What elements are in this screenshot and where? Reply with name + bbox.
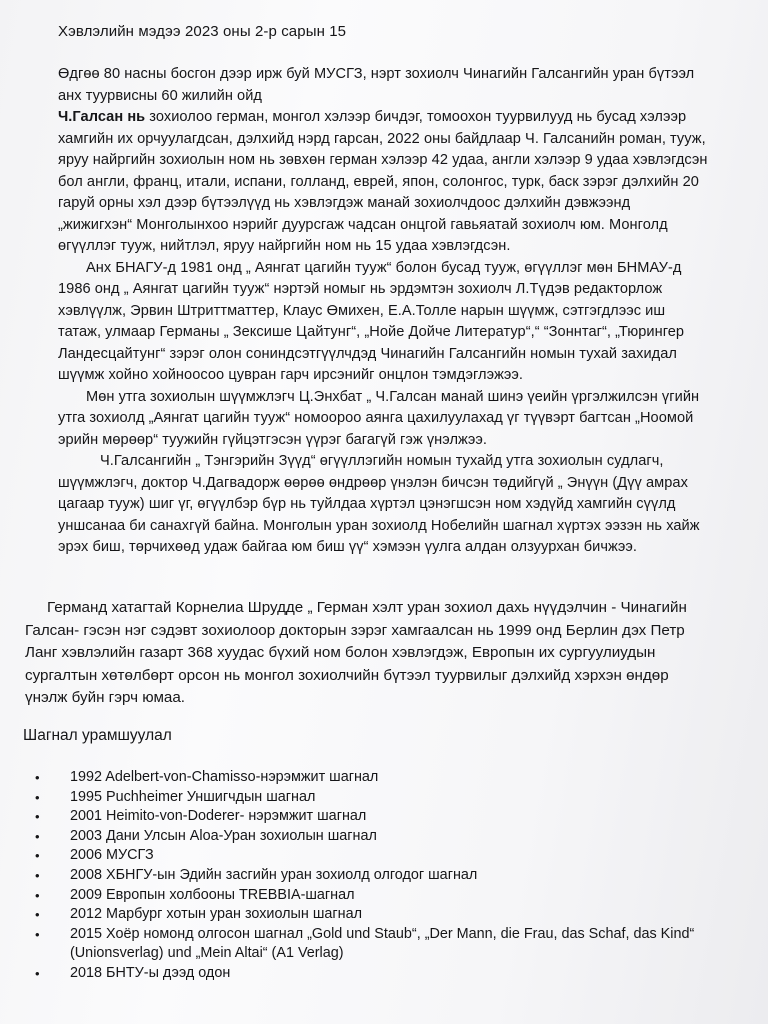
paragraph-body: зохиолоо герман, монгол хэлээр бичдэг, томоохон туурвилууд нь бусад хэлээр хамгийн их орчуулагдсан, дэлхийд нэрд гарсан, 2022 оны байдлаар Ч. Галсанийн роман, тууж, яруу найргийн зохиолын ном нь зөвхөн герман хэлээр 42 удаа, англи хэлээр 9 удаа хэвлэгдсэн бол англи, франц, итали, испани, голланд, еврей, япон, солонгос, турк, баск зэрэг дэлхийн 20 гаруй орны хэл дээр бүтээлүүд нь хэвлэгдэж манай зохиолчдоос дэлхийн дэвжээнд „жижигхэн“ Монголынхоо нэрийг дуурсгаж чадсан онцгой гавьяатай зохиолч юм. Монголд өгүүллэг тууж, нийтлэл, яруу найргийн ном нь 15 удаа хэвлэгдсэн. xyxy=(58,109,708,254)
award-item xyxy=(32,866,722,886)
award-text: 2009 Европын холбооны TREBBIA-шагнал xyxy=(70,886,355,903)
paragraph-galsan xyxy=(58,107,708,258)
award-item xyxy=(32,788,722,808)
award-item xyxy=(32,925,722,964)
paragraph-first-editions: Анх БНАГУ-д 1981 онд „ Аянгат цагийн тууж“ болон бусад тууж, өгүүллэг мөн БНМАУ-д 1986 онд „ Аянгат цагийн тууж“ нэртэй номыг нь эрдэмтэн зохиолч Л.Түдэв редакторлож хэвлүүлж, Эрвин Штриттматтер, Клаус Өмихен, Е.А.Толле нарын шүүмж, сэтгэгдлээс иш татаж, улмаар Германы „ Зексише Цайтунг“, „Нойе Дойче Литератур“,“ “Зоннтаг“, „Тюрингер Ландесцайтунг“ зэрэг олон сониндсэтгүүлчдэд Чинагийн Галсангийн номын тухай захидал шүүмж хойно хойноосоо цувран гарч ирсэнийг онцлон тэмдэглэжээ. xyxy=(58,259,685,383)
main-text xyxy=(58,64,708,559)
bullet-icon: • xyxy=(35,809,40,825)
award-item xyxy=(32,964,722,984)
award-item xyxy=(32,886,722,906)
award-text: 2003 Дани Улсын Aloa-Уран зохиолын шагнал xyxy=(70,827,377,844)
award-item xyxy=(32,768,722,788)
paragraph-tengeriin-zuud: Ч.Галсангийн „ Тэнгэрийн Зүүд“ өгүүллэгийн номын тухайд утга зохиолын судлагч, шүүмжлэгч, доктор Ч.Дагвадорж өөрөө өндрөөр үнэлэн бичсэн төдийгүй „ Энүүн (Дүү амрах цагаар тууж) шиг үг, өгүүлбэр бүр нь туйлдаа хүртэл цэнэгшсэн ном хэдүйд хамгийн сүүлд уншсанаа би санахгүй байна. Монголын уран зохиолд Нобелийн шагнал хүртэх ээзэн нь хайж эрэх биш, төрчихөөд удаж байгаа юм биш үү“ хэмээн үулга алдан олзуурхан бичжээ. xyxy=(58,453,700,555)
press-release-date: Хэвлэлийн мэдээ 2023 оны 2-р сарын 15 xyxy=(58,23,347,40)
bullet-icon: • xyxy=(35,887,40,903)
paragraph-lead: Ч.Галсан нь xyxy=(58,109,146,125)
award-item xyxy=(32,807,722,827)
bullet-icon: • xyxy=(35,965,40,981)
bullet-icon: • xyxy=(35,828,40,844)
award-text: 1992 Adelbert-von-Chamisso-нэрэмжит шагнал xyxy=(70,769,379,785)
bullet-icon: • xyxy=(35,926,40,942)
award-text: 2001 Heimito-von-Doderer- нэрэмжит шагнал xyxy=(70,808,367,825)
award-item xyxy=(32,827,722,847)
awards-list xyxy=(32,768,722,984)
bullet-icon: • xyxy=(35,907,40,923)
award-text: 1995 Puchheimer Уншигчдын шагнал xyxy=(70,788,316,805)
bullet-icon: • xyxy=(35,867,40,883)
award-text: 2018 БНТУ-ы дээд одон xyxy=(70,964,231,981)
bullet-icon: • xyxy=(35,848,40,864)
paragraph-critic-review: Мөн утга зохиолын шүүмжлэгч Ц.Энхбат „ Ч.Галсан манай шинэ үеийн үргэлжилсэн үгийн утга зохиолд „Аянгат цагийн тууж“ номоороо аянга цахилуулахад үг түүвэрт багтсан „Ноомой эрийн мөрөөр“ туужийн гүйцэтгэсэн үүрэг багагүй гэж үнэлжээ. xyxy=(58,388,700,448)
award-text: 2012 Марбург хотын уран зохиолын шагнал xyxy=(70,906,362,923)
bullet-icon: • xyxy=(35,789,40,805)
award-item xyxy=(32,846,722,866)
intro-line: Өдгөө 80 насны босгон дээр ирж буй МУСГЗ, нэрт зохиолч Чинагийн Галсангийн уран бүтээл анх туурвисны 60 жилийн ойд xyxy=(58,66,695,104)
award-text: 2008 ХБНГУ-ын Эдийн засгийн уран зохиолд олгодог шагнал xyxy=(70,866,478,883)
award-text: 2006 МУСГЗ xyxy=(70,847,154,864)
body-text-dissertation xyxy=(25,597,715,710)
award-item xyxy=(32,905,722,925)
paragraph-dissertation: Германд хатагтай Корнелиа Шрудде „ Герман хэлт уран зохиол дахь нүүдэлчин - Чинагийн Галсан- гэсэн нэг сэдэвт зохиолоор докторын зэрэг хамгаалсан нь 1999 онд Берлин дэх Петр Ланг хэвлэлийн газарт 368 хуудас бүхий ном болон хэвлэгдэж, Европын их сургуулиудын сургалтын хөтөлбөрт орсон нь монгол зохиолчийн бүтээл туурвилыг дэлхийд хэрхэн өндөр үнэлж буйн гэрч юмаа. xyxy=(25,599,687,706)
awards-heading: Шагнал урамшуулал xyxy=(23,727,172,744)
bullet-icon: • xyxy=(35,770,40,785)
award-text: 2015 Хоёр номонд олгосон шагнал „Gold und Staub“, „Der Mann, die Frau, das Schaf, das Kind“ (Unionsverlag) und „Mein Altai“ (A1 Verlag) xyxy=(70,925,695,962)
